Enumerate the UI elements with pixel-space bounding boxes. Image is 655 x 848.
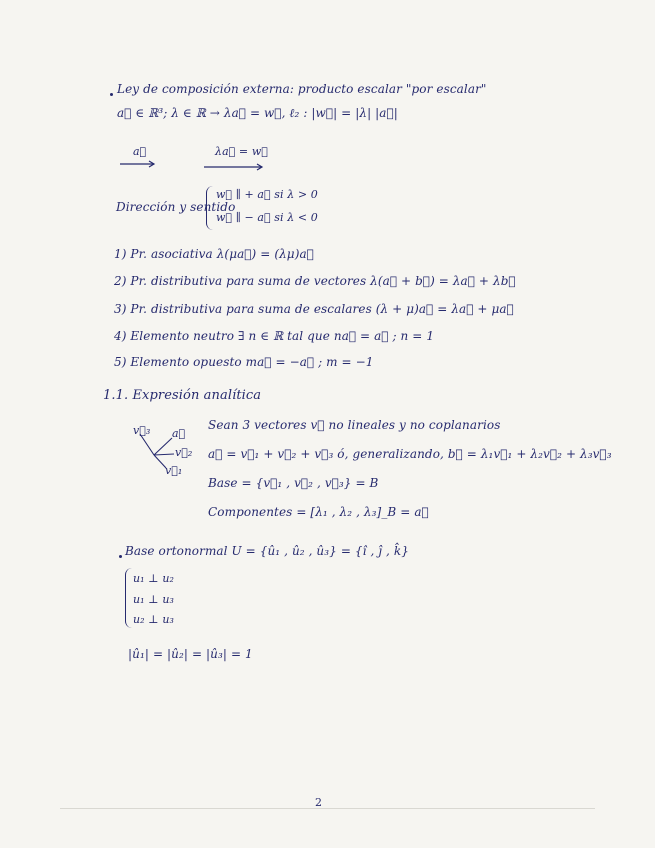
orthonormal-relation-2: u₁ ⊥ u₃ — [133, 593, 175, 606]
page-bottom-rule — [60, 808, 595, 809]
vector-w-label: λa⃗ = w⃗ — [215, 145, 268, 158]
orthonormal-relation-1: u₁ ⊥ u₂ — [133, 572, 175, 585]
law-heading: Ley de composición externa: producto escalar "por escalar" — [117, 82, 487, 96]
law-definition: a⃗ ∈ ℝ³; λ ∈ ℝ → λa⃗ = w⃗, ℓ₂ : |w⃗| = |λ| |a⃗| — [117, 106, 398, 120]
direction-brace — [206, 186, 213, 230]
property-neutral-element: 4) Elemento neutro ∃ n ∈ ℝ tal que na⃗ = a⃗ ; n = 1 — [114, 329, 435, 343]
direction-negative: w⃗ ∥ − a⃗ si λ < 0 — [216, 211, 318, 224]
section-line-base: Base = {v⃗₁ , v⃗₂ , v⃗₃} = B — [208, 476, 379, 490]
property-distributive-scalars: 3) Pr. distributiva para suma de escalares (λ + μ)a⃗ = λa⃗ + μa⃗ — [114, 302, 514, 316]
vector-a-label: a⃗ — [133, 145, 147, 158]
section-line-vectors: Sean 3 vectores v⃗ no lineales y no coplanarios — [208, 418, 501, 432]
bullet-dot — [110, 93, 113, 96]
property-distributive-vectors: 2) Pr. distributiva para suma de vectores λ(a⃗ + b⃗) = λa⃗ + λb⃗ — [114, 274, 516, 288]
orthonormal-norms: |û₁| = |û₂| = |û₃| = 1 — [128, 647, 253, 661]
section-line-components: Componentes = [λ₁ , λ₂ , λ₃]_B = a⃗ — [208, 505, 429, 519]
orthonormal-heading: Base ortonormal U = {û₁ , û₂ , û₃} = {î , ĵ , k̂} — [125, 544, 409, 558]
direction-label: Dirección y sentido — [116, 200, 236, 214]
orthonormal-brace — [125, 568, 132, 628]
bullet-dot — [119, 555, 122, 558]
property-associative: 1) Pr. asociativa λ(μa⃗) = (λμ)a⃗ — [114, 247, 314, 261]
section-heading: 1.1. Expresión analítica — [103, 388, 262, 403]
page-number: 2 — [315, 796, 323, 809]
basis-label-v2: v⃗₂ — [175, 446, 193, 459]
property-opposite-element: 5) Elemento opuesto ma⃗ = −a⃗ ; m = −1 — [114, 355, 374, 369]
direction-positive: w⃗ ∥ + a⃗ si λ > 0 — [216, 188, 318, 201]
basis-label-v3: v⃗₃ — [133, 424, 151, 437]
basis-label-v1: v⃗₁ — [165, 464, 183, 477]
vector-a-arrow — [118, 160, 158, 168]
basis-label-a: a⃗ — [172, 427, 186, 440]
vector-w-arrow — [202, 163, 267, 171]
orthonormal-relation-3: u₂ ⊥ u₃ — [133, 613, 175, 626]
section-line-combination: a⃗ = v⃗₁ + v⃗₂ + v⃗₃ ó, generalizando, b⃗ = λ₁v⃗₁ + λ₂v⃗₂ + λ₃v⃗₃ — [208, 447, 612, 461]
